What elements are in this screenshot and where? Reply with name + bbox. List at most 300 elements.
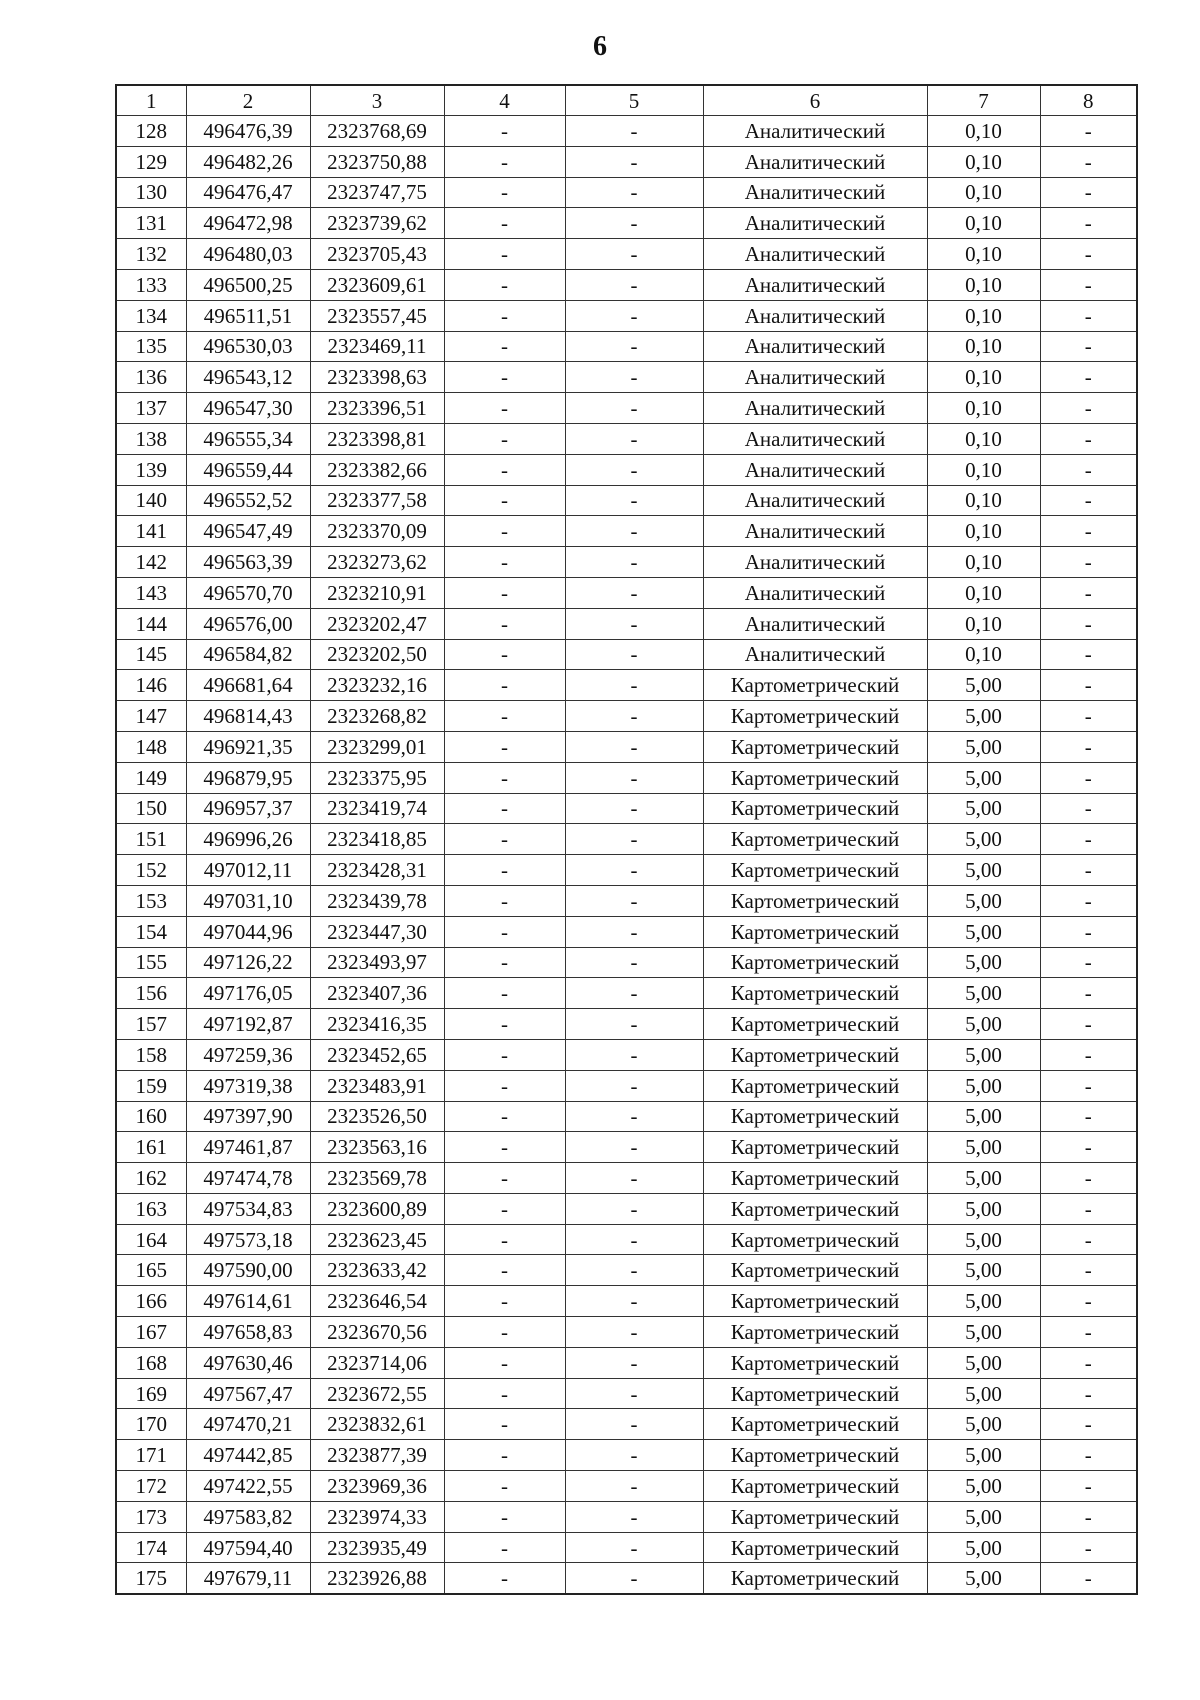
table-row [116,116,1137,147]
cell-y-coordinate: 2323974,33 [310,1501,444,1532]
cell-col8-value: - [1040,1009,1137,1040]
cell-x-coordinate: 496530,03 [186,331,310,362]
cell-point-number: 159 [116,1070,186,1101]
cell-y-coordinate: 2323623,45 [310,1224,444,1255]
cell-y-coordinate: 2323202,47 [310,608,444,639]
cell-col8-value: - [1040,1163,1137,1194]
cell-accuracy: 0,10 [927,639,1040,670]
cell-method: Картометрический [703,855,927,886]
table-row [116,1471,1137,1502]
table-row [116,300,1137,331]
table-row [116,978,1137,1009]
cell-point-number: 129 [116,146,186,177]
cell-col8-value: - [1040,208,1137,239]
cell-col5-value: - [565,331,703,362]
cell-col5-value: - [565,1286,703,1317]
cell-method: Картометрический [703,1563,927,1594]
table-row [116,885,1137,916]
cell-col8-value: - [1040,1440,1137,1471]
table-row [116,1255,1137,1286]
cell-accuracy: 5,00 [927,916,1040,947]
table-row [116,362,1137,393]
cell-method: Аналитический [703,423,927,454]
cell-method: Картометрический [703,1409,927,1440]
cell-accuracy: 0,10 [927,454,1040,485]
cell-x-coordinate: 497397,90 [186,1101,310,1132]
cell-col8-value: - [1040,1070,1137,1101]
cell-point-number: 165 [116,1255,186,1286]
cell-col4-value: - [444,116,565,147]
cell-y-coordinate: 2323407,36 [310,978,444,1009]
cell-x-coordinate: 497474,78 [186,1163,310,1194]
cell-col4-value: - [444,1440,565,1471]
cell-accuracy: 0,10 [927,608,1040,639]
cell-x-coordinate: 497658,83 [186,1317,310,1348]
cell-accuracy: 5,00 [927,1224,1040,1255]
cell-x-coordinate: 496996,26 [186,824,310,855]
cell-col5-value: - [565,1255,703,1286]
cell-col4-value: - [444,393,565,424]
cell-x-coordinate: 497126,22 [186,947,310,978]
cell-col8-value: - [1040,1224,1137,1255]
cell-x-coordinate: 497583,82 [186,1501,310,1532]
cell-point-number: 151 [116,824,186,855]
cell-col4-value: - [444,1347,565,1378]
cell-col5-value: - [565,608,703,639]
cell-point-number: 173 [116,1501,186,1532]
cell-col5-value: - [565,485,703,516]
table-row [116,547,1137,578]
cell-col4-value: - [444,608,565,639]
cell-x-coordinate: 497679,11 [186,1563,310,1594]
cell-method: Картометрический [703,1286,927,1317]
cell-col4-value: - [444,208,565,239]
table-row [116,1101,1137,1132]
cell-col4-value: - [444,1132,565,1163]
cell-accuracy: 5,00 [927,1317,1040,1348]
table-row [116,1224,1137,1255]
cell-x-coordinate: 496482,26 [186,146,310,177]
cell-accuracy: 5,00 [927,1070,1040,1101]
cell-accuracy: 0,10 [927,331,1040,362]
cell-accuracy: 0,10 [927,577,1040,608]
header-row [116,85,1137,116]
cell-col5-value: - [565,239,703,270]
cell-y-coordinate: 2323705,43 [310,239,444,270]
cell-x-coordinate: 497176,05 [186,978,310,1009]
cell-method: Картометрический [703,793,927,824]
cell-accuracy: 0,10 [927,423,1040,454]
cell-x-coordinate: 496511,51 [186,300,310,331]
cell-point-number: 166 [116,1286,186,1317]
cell-method: Картометрический [703,916,927,947]
cell-accuracy: 0,10 [927,269,1040,300]
column-header-6: 6 [703,85,927,116]
table-row [116,485,1137,516]
column-header-5: 5 [565,85,703,116]
table-row [116,1532,1137,1563]
cell-point-number: 137 [116,393,186,424]
cell-col8-value: - [1040,239,1137,270]
cell-method: Картометрический [703,1039,927,1070]
cell-accuracy: 0,10 [927,300,1040,331]
cell-accuracy: 0,10 [927,485,1040,516]
cell-x-coordinate: 497534,83 [186,1193,310,1224]
cell-col8-value: - [1040,269,1137,300]
cell-col4-value: - [444,1163,565,1194]
table-row [116,146,1137,177]
cell-accuracy: 5,00 [927,1409,1040,1440]
cell-point-number: 148 [116,731,186,762]
cell-x-coordinate: 497319,38 [186,1070,310,1101]
cell-col4-value: - [444,978,565,1009]
cell-point-number: 168 [116,1347,186,1378]
cell-y-coordinate: 2323447,30 [310,916,444,947]
cell-col5-value: - [565,1101,703,1132]
table-row [116,916,1137,947]
table-row [116,269,1137,300]
cell-col8-value: - [1040,855,1137,886]
cell-col8-value: - [1040,885,1137,916]
cell-method: Картометрический [703,1224,927,1255]
cell-col4-value: - [444,331,565,362]
cell-y-coordinate: 2323452,65 [310,1039,444,1070]
cell-col8-value: - [1040,362,1137,393]
cell-method: Картометрический [703,1070,927,1101]
cell-accuracy: 5,00 [927,824,1040,855]
cell-x-coordinate: 496681,64 [186,670,310,701]
cell-col5-value: - [565,362,703,393]
table-row [116,423,1137,454]
cell-col5-value: - [565,516,703,547]
cell-accuracy: 5,00 [927,1101,1040,1132]
table-row [116,793,1137,824]
cell-point-number: 167 [116,1317,186,1348]
cell-col8-value: - [1040,1255,1137,1286]
cell-point-number: 144 [116,608,186,639]
cell-col4-value: - [444,362,565,393]
table-row [116,731,1137,762]
cell-col5-value: - [565,762,703,793]
cell-y-coordinate: 2323935,49 [310,1532,444,1563]
cell-col5-value: - [565,1378,703,1409]
cell-method: Аналитический [703,393,927,424]
cell-col8-value: - [1040,731,1137,762]
column-header-3: 3 [310,85,444,116]
cell-col4-value: - [444,731,565,762]
cell-col4-value: - [444,1409,565,1440]
cell-col4-value: - [444,485,565,516]
cell-method: Аналитический [703,177,927,208]
cell-accuracy: 5,00 [927,793,1040,824]
table-row [116,1163,1137,1194]
table-row [116,1563,1137,1594]
cell-accuracy: 5,00 [927,762,1040,793]
cell-x-coordinate: 497031,10 [186,885,310,916]
cell-col4-value: - [444,1532,565,1563]
cell-x-coordinate: 496547,49 [186,516,310,547]
cell-y-coordinate: 2323416,35 [310,1009,444,1040]
cell-y-coordinate: 2323382,66 [310,454,444,485]
cell-col4-value: - [444,1286,565,1317]
cell-x-coordinate: 496500,25 [186,269,310,300]
cell-method: Аналитический [703,639,927,670]
cell-method: Картометрический [703,1193,927,1224]
cell-method: Картометрический [703,1163,927,1194]
cell-accuracy: 5,00 [927,1378,1040,1409]
cell-method: Картометрический [703,947,927,978]
cell-point-number: 152 [116,855,186,886]
cell-y-coordinate: 2323299,01 [310,731,444,762]
cell-x-coordinate: 497594,40 [186,1532,310,1563]
cell-col8-value: - [1040,146,1137,177]
page-number: 6 [593,31,607,62]
cell-y-coordinate: 2323557,45 [310,300,444,331]
cell-y-coordinate: 2323672,55 [310,1378,444,1409]
cell-y-coordinate: 2323926,88 [310,1563,444,1594]
table-row [116,1009,1137,1040]
table-row [116,639,1137,670]
cell-col4-value: - [444,423,565,454]
cell-y-coordinate: 2323370,09 [310,516,444,547]
cell-method: Аналитический [703,516,927,547]
cell-accuracy: 0,10 [927,177,1040,208]
cell-point-number: 160 [116,1101,186,1132]
cell-x-coordinate: 496552,52 [186,485,310,516]
table-row [116,1070,1137,1101]
cell-col5-value: - [565,1317,703,1348]
cell-col8-value: - [1040,978,1137,1009]
cell-col5-value: - [565,269,703,300]
cell-col4-value: - [444,239,565,270]
cell-col4-value: - [444,701,565,732]
table-row [116,608,1137,639]
table-row [116,239,1137,270]
cell-col4-value: - [444,947,565,978]
cell-col5-value: - [565,1409,703,1440]
cell-col8-value: - [1040,824,1137,855]
cell-col8-value: - [1040,454,1137,485]
cell-x-coordinate: 496559,44 [186,454,310,485]
cell-col4-value: - [444,146,565,177]
cell-method: Картометрический [703,885,927,916]
cell-method: Аналитический [703,547,927,578]
cell-accuracy: 5,00 [927,1286,1040,1317]
cell-x-coordinate: 497044,96 [186,916,310,947]
table-body [116,116,1137,1595]
cell-method: Картометрический [703,978,927,1009]
cell-col4-value: - [444,1378,565,1409]
cell-x-coordinate: 496555,34 [186,423,310,454]
cell-col8-value: - [1040,1563,1137,1594]
cell-x-coordinate: 497470,21 [186,1409,310,1440]
cell-col8-value: - [1040,701,1137,732]
cell-accuracy: 5,00 [927,670,1040,701]
cell-col5-value: - [565,393,703,424]
cell-x-coordinate: 497192,87 [186,1009,310,1040]
cell-point-number: 141 [116,516,186,547]
cell-col8-value: - [1040,116,1137,147]
cell-y-coordinate: 2323439,78 [310,885,444,916]
cell-accuracy: 5,00 [927,701,1040,732]
cell-col5-value: - [565,824,703,855]
cell-col4-value: - [444,300,565,331]
cell-accuracy: 0,10 [927,208,1040,239]
column-header-4: 4 [444,85,565,116]
cell-x-coordinate: 497442,85 [186,1440,310,1471]
cell-col8-value: - [1040,608,1137,639]
cell-y-coordinate: 2323747,75 [310,177,444,208]
cell-col8-value: - [1040,393,1137,424]
cell-point-number: 133 [116,269,186,300]
cell-col5-value: - [565,1347,703,1378]
cell-col8-value: - [1040,300,1137,331]
cell-col4-value: - [444,916,565,947]
cell-point-number: 130 [116,177,186,208]
cell-accuracy: 5,00 [927,1471,1040,1502]
cell-accuracy: 5,00 [927,855,1040,886]
cell-col5-value: - [565,1039,703,1070]
cell-col4-value: - [444,577,565,608]
cell-accuracy: 5,00 [927,1532,1040,1563]
cell-method: Аналитический [703,146,927,177]
cell-col5-value: - [565,208,703,239]
cell-point-number: 135 [116,331,186,362]
cell-method: Картометрический [703,1501,927,1532]
cell-point-number: 170 [116,1409,186,1440]
cell-x-coordinate: 496814,43 [186,701,310,732]
cell-col4-value: - [444,1009,565,1040]
cell-y-coordinate: 2323232,16 [310,670,444,701]
cell-x-coordinate: 497590,00 [186,1255,310,1286]
cell-y-coordinate: 2323469,11 [310,331,444,362]
cell-x-coordinate: 496957,37 [186,793,310,824]
cell-col8-value: - [1040,793,1137,824]
cell-col8-value: - [1040,485,1137,516]
cell-col5-value: - [565,1440,703,1471]
cell-col4-value: - [444,1070,565,1101]
cell-y-coordinate: 2323428,31 [310,855,444,886]
table-row [116,855,1137,886]
cell-method: Аналитический [703,208,927,239]
cell-col5-value: - [565,1132,703,1163]
cell-accuracy: 5,00 [927,1039,1040,1070]
cell-method: Картометрический [703,1009,927,1040]
cell-y-coordinate: 2323377,58 [310,485,444,516]
cell-col5-value: - [565,1193,703,1224]
cell-col4-value: - [444,516,565,547]
cell-y-coordinate: 2323633,42 [310,1255,444,1286]
cell-method: Аналитический [703,485,927,516]
cell-point-number: 153 [116,885,186,916]
cell-col8-value: - [1040,423,1137,454]
cell-col5-value: - [565,731,703,762]
cell-col4-value: - [444,177,565,208]
cell-method: Аналитический [703,331,927,362]
coordinates-table [115,84,1138,1595]
cell-point-number: 136 [116,362,186,393]
cell-method: Картометрический [703,762,927,793]
cell-method: Аналитический [703,239,927,270]
table-row [116,1286,1137,1317]
cell-y-coordinate: 2323877,39 [310,1440,444,1471]
cell-method: Аналитический [703,300,927,331]
cell-accuracy: 0,10 [927,362,1040,393]
cell-accuracy: 5,00 [927,885,1040,916]
cell-point-number: 149 [116,762,186,793]
cell-x-coordinate: 496570,70 [186,577,310,608]
table-row [116,701,1137,732]
table-row [116,824,1137,855]
cell-col8-value: - [1040,547,1137,578]
cell-x-coordinate: 496543,12 [186,362,310,393]
table-row [116,208,1137,239]
cell-col8-value: - [1040,1317,1137,1348]
cell-accuracy: 5,00 [927,1163,1040,1194]
cell-point-number: 157 [116,1009,186,1040]
cell-col5-value: - [565,177,703,208]
table-row [116,762,1137,793]
cell-accuracy: 0,10 [927,116,1040,147]
cell-accuracy: 5,00 [927,947,1040,978]
cell-point-number: 172 [116,1471,186,1502]
table-row [116,1193,1137,1224]
cell-y-coordinate: 2323398,63 [310,362,444,393]
cell-point-number: 155 [116,947,186,978]
cell-y-coordinate: 2323646,54 [310,1286,444,1317]
table-row [116,177,1137,208]
cell-col5-value: - [565,454,703,485]
cell-accuracy: 5,00 [927,1563,1040,1594]
cell-point-number: 142 [116,547,186,578]
cell-col5-value: - [565,116,703,147]
cell-x-coordinate: 497614,61 [186,1286,310,1317]
cell-col8-value: - [1040,1501,1137,1532]
cell-y-coordinate: 2323493,97 [310,947,444,978]
cell-col5-value: - [565,1070,703,1101]
cell-x-coordinate: 496563,39 [186,547,310,578]
cell-y-coordinate: 2323563,16 [310,1132,444,1163]
cell-col5-value: - [565,1009,703,1040]
cell-method: Картометрический [703,1255,927,1286]
cell-accuracy: 5,00 [927,1009,1040,1040]
cell-x-coordinate: 496480,03 [186,239,310,270]
cell-col4-value: - [444,1471,565,1502]
cell-x-coordinate: 497422,55 [186,1471,310,1502]
cell-col8-value: - [1040,1132,1137,1163]
cell-y-coordinate: 2323609,61 [310,269,444,300]
cell-accuracy: 0,10 [927,393,1040,424]
cell-method: Картометрический [703,1317,927,1348]
cell-y-coordinate: 2323210,91 [310,577,444,608]
cell-method: Аналитический [703,116,927,147]
cell-col8-value: - [1040,1532,1137,1563]
cell-accuracy: 0,10 [927,239,1040,270]
cell-method: Картометрический [703,1132,927,1163]
cell-col4-value: - [444,885,565,916]
cell-col5-value: - [565,701,703,732]
cell-x-coordinate: 496476,47 [186,177,310,208]
cell-col8-value: - [1040,916,1137,947]
cell-col5-value: - [565,547,703,578]
cell-col4-value: - [444,1317,565,1348]
cell-col5-value: - [565,1471,703,1502]
cell-col4-value: - [444,639,565,670]
cell-col8-value: - [1040,1101,1137,1132]
cell-accuracy: 5,00 [927,978,1040,1009]
cell-col4-value: - [444,1255,565,1286]
cell-col5-value: - [565,978,703,1009]
